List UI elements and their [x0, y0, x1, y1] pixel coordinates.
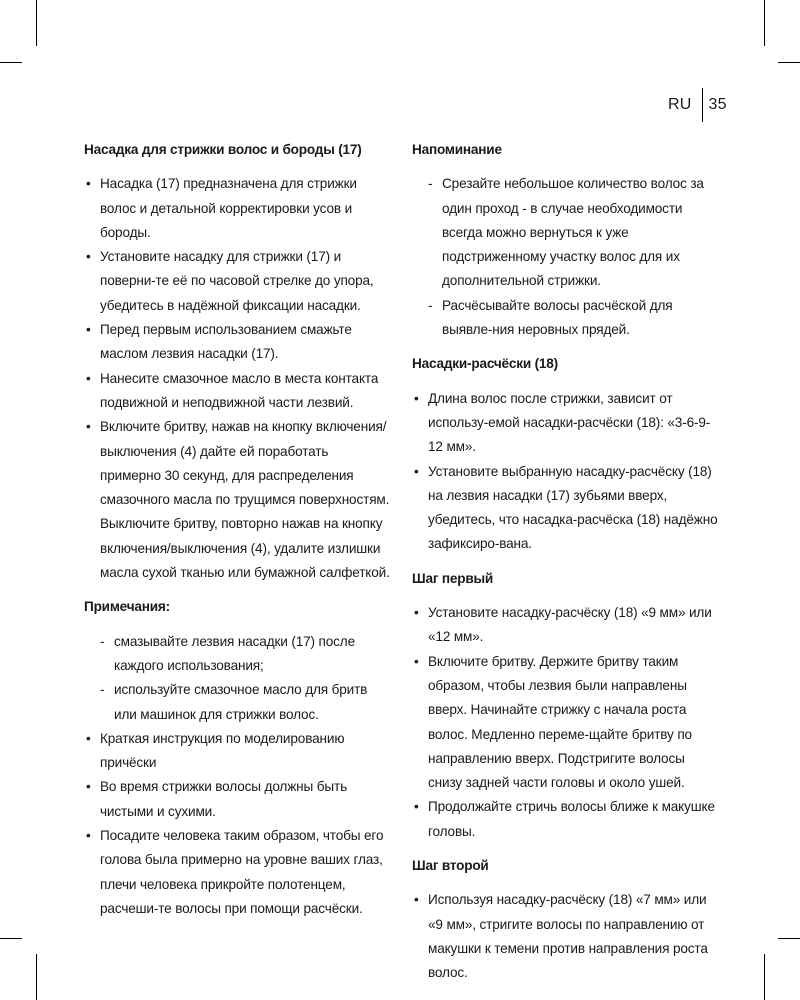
crop-mark: [0, 62, 22, 63]
bullet-list: [412, 601, 718, 844]
bullet-list: [84, 172, 390, 585]
list-item: - используйте смазочное масло для бритв или машинок для стрижки волос.: [84, 678, 390, 727]
list-item: • Перед первым использованием смажьте маслом лезвия насадки (17).: [84, 318, 390, 367]
crop-mark: [778, 938, 800, 939]
list-item: • Установите выбранную насадку-расчёску (18) на лезвия насадки (17) зубьями вверх, убедитесь, что насадка-расчёска (18) надёжно зафиксиро-вана.: [412, 460, 718, 557]
section-title: Насадки-расчёски (18): [412, 356, 558, 372]
language-code: RU: [668, 96, 692, 113]
right-column: [412, 138, 718, 986]
list-item: • Посадите человека таким образом, чтобы его голова была примерно на уровне ваших глаз, плечи человека прикройте полотенцем, расчеши-те волосы при помощи расчёски.: [84, 824, 390, 921]
crop-mark: [764, 954, 765, 1000]
left-column: [84, 138, 390, 921]
list-item: • Используя насадку-расчёску (18) «7 мм» или «9 мм», стригите волосы по направлению от макушки к темени против направления роста волос.: [412, 888, 718, 985]
list-item: • Нанесите смазочное масло в места контакта подвижной и неподвижной части лезвий.: [84, 367, 390, 416]
notes-title: Примечания:: [84, 599, 170, 615]
list-item: • Включите бритву, нажав на кнопку включения/выключения (4) дайте ей поработать примерно 30 секунд, для распределения смазочного масла по трущимся поверхностям. Выключите бритву, повторно нажав на кнопку включения/выключения (4), удалите излишки масла сухой тканью или бумажной салфеткой.: [84, 415, 390, 585]
crop-mark: [36, 954, 37, 1000]
list-item: - Расчёсывайте волосы расчёской для выявле-ния неровных прядей.: [412, 294, 718, 343]
list-item: • Длина волос после стрижки, зависит от использу-емой насадки-расчёски (18): «3-6-9-12 мм».: [412, 387, 718, 460]
dash-list: [84, 630, 390, 727]
list-item: - смазывайте лезвия насадки (17) после каждого использования;: [84, 630, 390, 679]
section-title: Шаг первый: [412, 570, 494, 586]
crop-mark: [778, 62, 800, 63]
list-item: • Включите бритву. Держите бритву таким образом, чтобы лезвия были направлены вверх. Начинайте стрижку с начала роста волос. Медленно переме-щайте бритву по направлению вверх. Подстригите волосы снизу задней части головы и около ушей.: [412, 650, 718, 796]
list-item: • Продолжайте стричь волосы ближе к макушке головы.: [412, 795, 718, 844]
list-item: • Насадка (17) предназначена для стрижки волос и детальной корректировки усов и бороды.: [84, 172, 390, 245]
crop-mark: [0, 938, 22, 939]
list-item: - Срезайте небольшое количество волос за один проход - в случае необходимости всегда можно вернуться к уже подстриженному участку волос для их дополнительной стрижки.: [412, 172, 718, 293]
crop-mark: [764, 0, 765, 46]
dash-list: [412, 172, 718, 342]
bullet-list: [412, 888, 718, 985]
crop-mark: [36, 0, 37, 46]
list-item: • Во время стрижки волосы должны быть чистыми и сухими.: [84, 775, 390, 824]
section-title: Насадка для стрижки волос и бороды (17): [84, 142, 362, 157]
bullet-list: [412, 387, 718, 557]
page-header: [668, 88, 727, 122]
list-item: • Установите насадку-расчёску (18) «9 мм» или «12 мм».: [412, 601, 718, 650]
section-title: Напоминание: [412, 142, 502, 157]
section-title: Шаг второй: [412, 858, 489, 874]
list-item: • Установите насадку для стрижки (17) и поверни-те её по часовой стрелке до упора, убедитесь в надёжной фиксации насадки.: [84, 245, 390, 318]
list-item: • Краткая инструкция по моделированию причёски: [84, 727, 390, 776]
page-number: 35: [708, 96, 727, 113]
bullet-list: [84, 727, 390, 921]
